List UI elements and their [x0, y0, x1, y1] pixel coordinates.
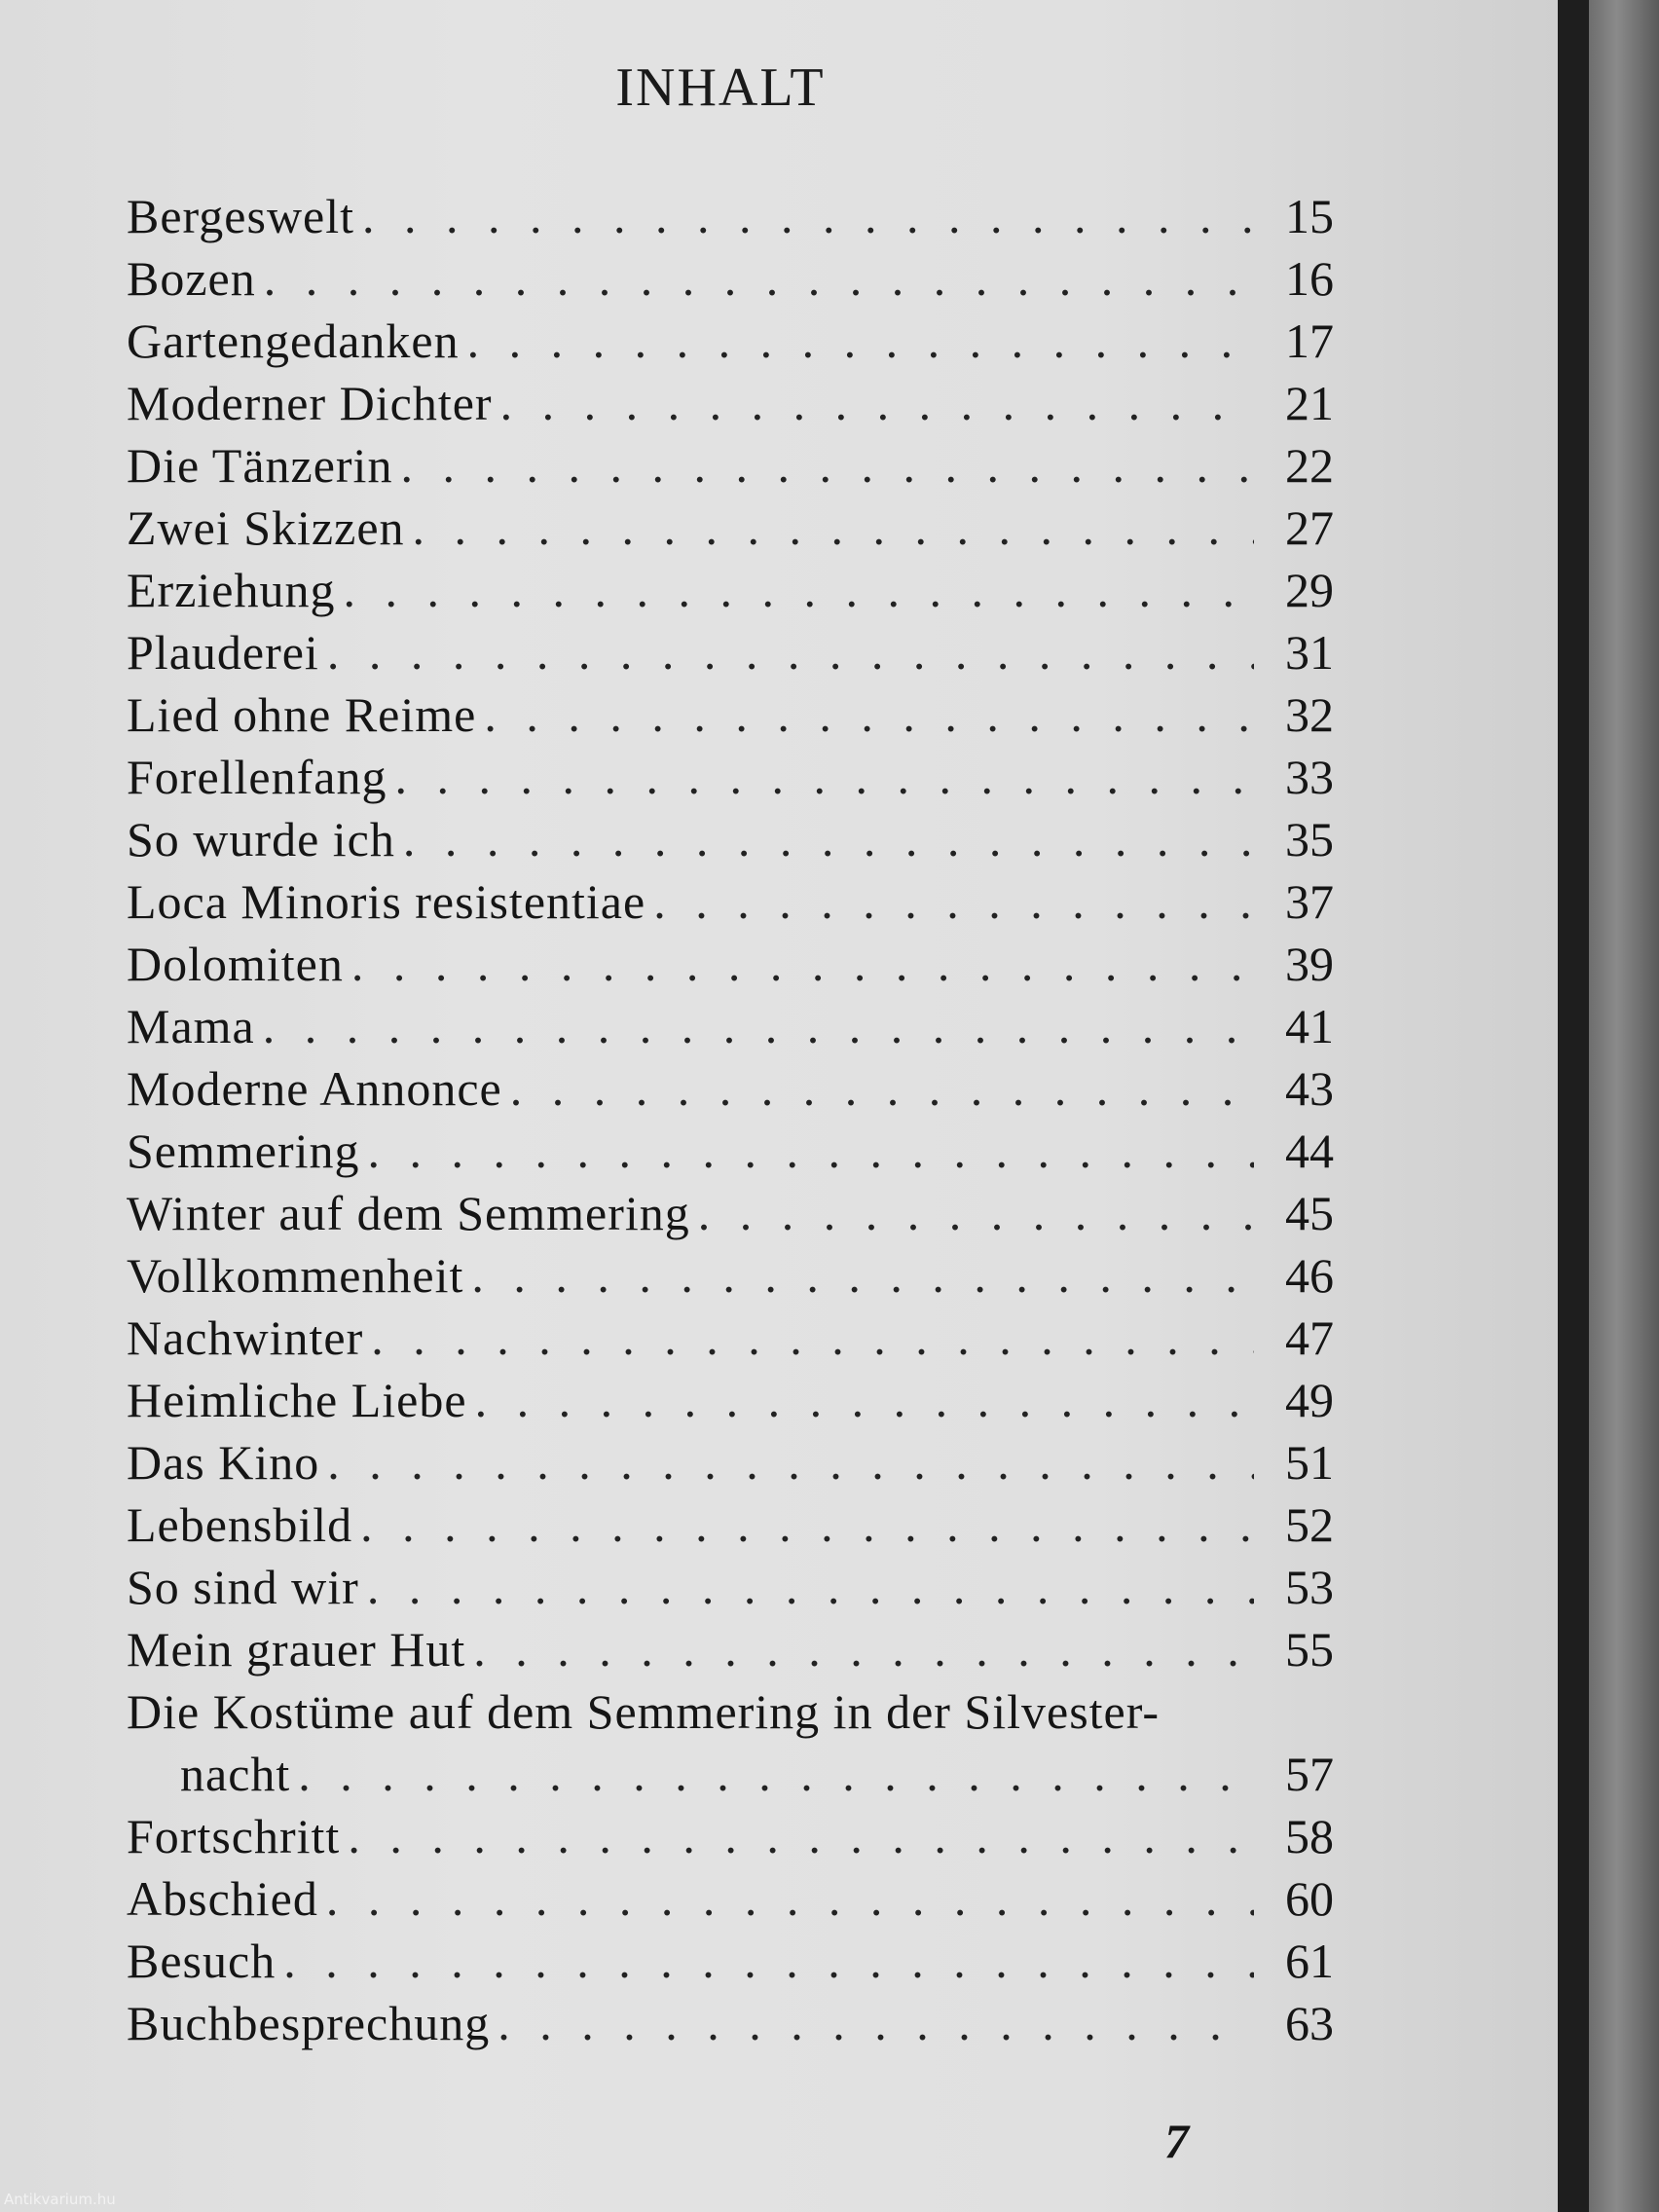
toc-entry-page: 32 [1285, 687, 1334, 742]
toc-entry-page: 39 [1285, 937, 1334, 991]
page-title: INHALT [615, 57, 826, 118]
page-edge-shadow [1558, 0, 1589, 2212]
toc-entry-title-continuation: nacht [180, 1747, 291, 1801]
dot-leader [368, 1120, 1254, 1182]
toc-entry [127, 559, 1334, 621]
toc-entry-title: Lied ohne Reime [127, 687, 477, 742]
toc-entry-title: Buchbesprechung [127, 1996, 491, 2050]
dot-leader [467, 310, 1254, 372]
dot-leader [413, 497, 1254, 559]
toc-entry-page: 21 [1285, 376, 1334, 430]
toc-entry [127, 1992, 1334, 2054]
toc-entry-title: Lebensbild [127, 1497, 353, 1552]
toc-entry-page: 44 [1285, 1124, 1334, 1178]
dot-leader [403, 808, 1254, 870]
toc-entry [127, 1805, 1334, 1867]
toc-entry-page: 45 [1285, 1186, 1334, 1240]
toc-entry [127, 1431, 1334, 1493]
toc-entry-title: Heimliche Liebe [127, 1373, 467, 1427]
toc-entry-page: 33 [1285, 750, 1334, 804]
toc-entry-title: So sind wir [127, 1560, 359, 1614]
toc-entry-title: Abschied [127, 1871, 318, 1926]
toc-entry-page: 57 [1285, 1747, 1334, 1801]
dot-leader [400, 434, 1254, 497]
toc-entry [127, 683, 1334, 746]
toc-entry-page: 52 [1285, 1497, 1334, 1552]
dot-leader [500, 372, 1254, 434]
toc-entry-page: 41 [1285, 999, 1334, 1053]
dot-leader [475, 1369, 1254, 1431]
dot-leader [362, 185, 1254, 247]
toc-entry-page: 16 [1285, 251, 1334, 306]
toc-entry-title: Winter auf dem Semmering [127, 1186, 690, 1240]
dot-leader [473, 1618, 1254, 1680]
toc-entry-title: Vollkommenheit [127, 1248, 464, 1303]
dot-leader [264, 247, 1254, 310]
toc-entry-title: Mein grauer Hut [127, 1622, 466, 1677]
toc-entry [127, 1618, 1334, 1680]
toc-entry-title: Besuch [127, 1934, 276, 1988]
toc-entry [127, 1057, 1334, 1120]
toc-entry-title: Bozen [127, 251, 256, 306]
toc-entry [127, 1120, 1334, 1182]
toc-entry-title: Fortschritt [127, 1809, 341, 1863]
dot-leader [298, 1743, 1254, 1805]
book-cover-board [1589, 0, 1659, 2212]
toc-entry-page: 58 [1285, 1809, 1334, 1863]
toc-entry-page: 43 [1285, 1061, 1334, 1116]
toc-entry [127, 1680, 1334, 1743]
toc-entry-page: 37 [1285, 874, 1334, 929]
toc-entry-title: Das Kino [127, 1435, 320, 1490]
toc-entry-title: Nachwinter [127, 1310, 364, 1365]
toc-entry-page: 15 [1285, 189, 1334, 243]
toc-entry-title: Erziehung [127, 563, 336, 617]
toc-entry-title: Forellenfang [127, 750, 387, 804]
toc-entry-page: 51 [1285, 1435, 1334, 1490]
toc-entry [127, 1244, 1334, 1307]
toc-entry-page: 53 [1285, 1560, 1334, 1614]
toc-entry [127, 1556, 1334, 1618]
page-number: 7 [1164, 2114, 1189, 2168]
dot-leader [698, 1182, 1254, 1244]
toc-entry [127, 497, 1334, 559]
toc-entry [127, 1182, 1334, 1244]
dot-leader [653, 870, 1254, 933]
dot-leader [326, 1867, 1254, 1930]
dot-leader [371, 1307, 1254, 1369]
toc-entry-title: Gartengedanken [127, 313, 460, 368]
toc-entry-title: Mama [127, 999, 255, 1053]
toc-entry-title: Moderne Annonce [127, 1061, 502, 1116]
toc-entry-page: 60 [1285, 1871, 1334, 1926]
dot-leader [348, 1805, 1254, 1867]
toc-entry-title: Zwei Skizzen [127, 500, 405, 555]
toc-entry [127, 621, 1334, 683]
dot-leader [327, 1431, 1254, 1493]
dot-leader [498, 1992, 1254, 2054]
watermark: Antikvarium.hu [4, 2191, 116, 2208]
dot-leader [484, 683, 1254, 746]
toc-entry-title: Loca Minoris resistentiae [127, 874, 646, 929]
dot-leader [367, 1556, 1254, 1618]
toc-entry [127, 933, 1334, 995]
toc-entry [127, 310, 1334, 372]
toc-entry-page: 35 [1285, 812, 1334, 866]
toc-entry-page: 63 [1285, 1996, 1334, 2050]
toc-entry [127, 372, 1334, 434]
toc-entry [127, 870, 1334, 933]
toc-entry-page: 61 [1285, 1934, 1334, 1988]
toc-entry-title: Bergeswelt [127, 189, 355, 243]
dot-leader [343, 559, 1254, 621]
toc-entry [127, 1493, 1334, 1556]
toc-entry [127, 434, 1334, 497]
toc-entry-page: 17 [1285, 313, 1334, 368]
toc-entry-page: 46 [1285, 1248, 1334, 1303]
dot-leader [471, 1244, 1254, 1307]
toc-entry [127, 995, 1334, 1057]
toc-entry-page: 31 [1285, 625, 1334, 680]
toc-entry-title: Die Kostüme auf dem Semmering in der Silvester- [127, 1684, 1161, 1739]
toc-entry-page: 22 [1285, 438, 1334, 493]
dot-leader [360, 1493, 1254, 1556]
dot-leader [394, 746, 1254, 808]
toc-entry-title: Semmering [127, 1124, 360, 1178]
toc-entry-title: Moderner Dichter [127, 376, 493, 430]
dot-leader [351, 933, 1254, 995]
dot-leader [510, 1057, 1254, 1120]
toc-entry [127, 1369, 1334, 1431]
toc-entry-title: Die Tänzerin [127, 438, 393, 493]
toc-entry [127, 1930, 1334, 1992]
toc-entry [127, 1867, 1334, 1930]
toc-entry-page: 55 [1285, 1622, 1334, 1677]
toc-entry-title: So wurde ich [127, 812, 395, 866]
toc-entry-page: 47 [1285, 1310, 1334, 1365]
dot-leader [263, 995, 1254, 1057]
toc-entry-page: 49 [1285, 1373, 1334, 1427]
toc-entry [127, 746, 1334, 808]
toc-entry [127, 1307, 1334, 1369]
toc-entry-title: Dolomiten [127, 937, 344, 991]
toc-entry-page: 27 [1285, 500, 1334, 555]
toc-entry [127, 247, 1334, 310]
toc-entry-continuation [127, 1743, 1334, 1805]
table-of-contents [127, 185, 1334, 2054]
toc-entry [127, 185, 1334, 247]
dot-leader [327, 621, 1254, 683]
toc-entry-title: Plauderei [127, 625, 319, 680]
dot-leader [283, 1930, 1254, 1992]
toc-entry [127, 808, 1334, 870]
toc-entry-page: 29 [1285, 563, 1334, 617]
